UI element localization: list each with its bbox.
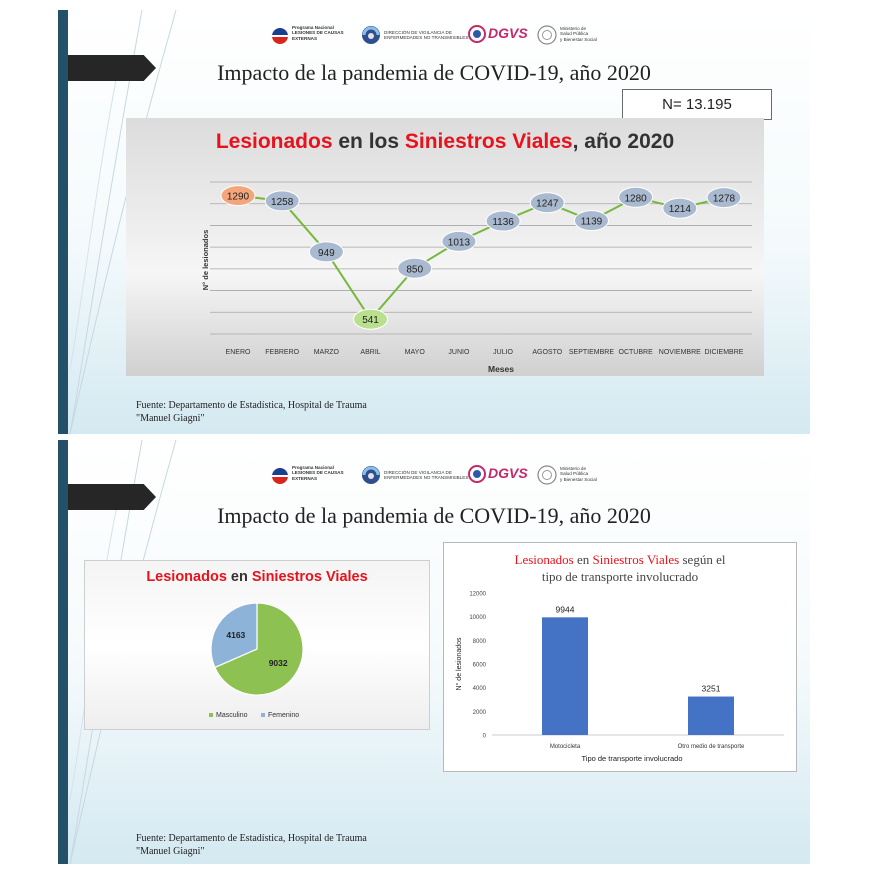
x-tick-label: ENERO <box>225 349 251 356</box>
x-tick-label: MAYO <box>404 349 425 356</box>
dvent-logo-text: DIRECCIÓN DE VIGILANCIA DE ENFERMEDADES NO TRANSMISIBLES <box>384 470 469 481</box>
source-line: Fuente: Departamento de Estadística, Hospital de Trauma <box>136 400 367 411</box>
x-tick-label: Otro medio de transporte <box>677 744 745 750</box>
source-line: "Manuel Giagni" <box>136 413 205 424</box>
data-label: 1278 <box>712 193 736 205</box>
pie-chart-svg <box>85 561 429 729</box>
line-chart-panel <box>126 118 764 376</box>
y-tick-label: 10000 <box>469 615 486 622</box>
data-label: 1258 <box>271 196 294 208</box>
y-axis-label: N° de lesionados <box>201 229 210 291</box>
dgvs-logo-text: DGVS <box>488 25 528 41</box>
bar-chart-svg <box>444 543 796 771</box>
pie-data-label: 9032 <box>268 657 288 668</box>
pie-data-label: 4163 <box>226 630 246 641</box>
slide-title: Impacto de la pandemia de COVID-19, año 2020 <box>217 503 651 528</box>
bar-data-label: 3251 <box>701 683 721 694</box>
pie-chart-panel <box>84 560 430 730</box>
line-chart-title-part: Siniestros Viales <box>404 130 573 153</box>
ministerio-logo-text: Ministerio de Salud Pública y Bienestar Social <box>560 26 597 42</box>
slide-title: Impacto de la pandemia de COVID-19, año 2020 <box>217 60 651 85</box>
pie-chart-title-part: Siniestros Viales <box>251 569 368 585</box>
pnlce-logo <box>270 22 356 50</box>
data-label: 1280 <box>624 193 647 205</box>
ministerio-logo-text: Ministerio de Salud Pública y Bienestar Social <box>560 466 597 482</box>
x-tick-label: AGOSTO <box>532 349 563 356</box>
line-chart-title-part: , año 2020 <box>572 130 675 153</box>
y-tick-label: 2000 <box>472 709 486 716</box>
pie-chart-title-part: en <box>226 569 252 585</box>
data-label: 1247 <box>536 198 559 210</box>
x-tick-label: FEBRERO <box>265 349 300 356</box>
dgvs-logo-text: DGVS <box>488 465 528 481</box>
legend-label: Masculino <box>216 712 248 719</box>
logo-bar <box>270 22 600 50</box>
y-axis-label: N° de lesionados <box>456 637 463 691</box>
x-tick-label: JUNIO <box>448 349 470 356</box>
data-label: 850 <box>406 264 424 276</box>
x-tick-label: OCTUBRE <box>618 349 653 356</box>
dvent-logo-text: DIRECCIÓN DE VIGILANCIA DE ENFERMEDADES NO TRANSMISIBLES <box>384 30 469 41</box>
source-note <box>136 399 367 425</box>
bar-chart-title-line2: tipo de transporte involucrado <box>541 569 699 584</box>
ministerio-logo <box>536 462 600 490</box>
pnlce-logo-text: Programa Nacional LESIONES DE CAUSAS EXTERNAS <box>292 465 344 481</box>
y-tick-label: 6000 <box>472 662 486 669</box>
dgvs-logo <box>466 462 532 490</box>
x-axis-label: Tipo de transporte involucrado <box>581 754 683 763</box>
data-label: 541 <box>362 315 379 327</box>
legend-label: Femenino <box>268 712 300 719</box>
bar-chart-title-part: Siniestros Viales <box>592 552 680 567</box>
x-tick-label: ABRIL <box>360 349 381 356</box>
x-tick-label: Motocicleta <box>549 744 581 750</box>
source-line: "Manuel Giagni" <box>136 846 205 857</box>
x-tick-label: JULIO <box>493 349 514 356</box>
data-label: 949 <box>318 247 335 259</box>
bar-data-label: 9944 <box>555 604 575 615</box>
logo-bar <box>270 462 600 490</box>
x-tick-label: NOVIEMBRE <box>658 349 701 356</box>
data-label: 1013 <box>447 237 471 249</box>
x-tick-label: MARZO <box>313 349 340 356</box>
source-note <box>136 832 367 858</box>
legend-swatch <box>209 713 213 717</box>
bar-chart-title-part: según el <box>679 552 726 567</box>
data-label: 1136 <box>492 217 514 229</box>
bar-chart-title-part: en <box>573 552 593 567</box>
pnlce-logo-text: Programa Nacional LESIONES DE CAUSAS EXTERNAS <box>292 25 344 41</box>
pie-chart-title-part: Lesionados <box>146 569 227 585</box>
data-label: 1290 <box>226 191 250 203</box>
data-label: 1214 <box>668 204 691 216</box>
y-tick-label: 8000 <box>472 638 486 645</box>
line-chart-title-part: en los <box>332 130 405 153</box>
dvent-logo <box>360 22 469 50</box>
slide-line-chart <box>58 10 810 434</box>
line-chart-title-part: Lesionados <box>215 130 333 153</box>
bar <box>542 617 588 735</box>
legend-swatch <box>261 713 265 717</box>
bar-chart-title-part: Lesionados <box>514 552 574 567</box>
total-count-box: N= 13.195 <box>622 89 772 120</box>
slide-pie-bar <box>58 440 810 864</box>
pnlce-logo <box>270 462 356 490</box>
dvent-logo <box>360 462 469 490</box>
x-tick-label: DICIEMBRE <box>704 349 744 356</box>
x-axis-label: Meses <box>488 364 514 374</box>
line-chart-svg <box>126 118 764 376</box>
y-tick-label: 4000 <box>472 686 486 693</box>
x-tick-label: SEPTIEMBRE <box>568 349 615 356</box>
ministerio-logo <box>536 22 600 50</box>
bar-chart-panel <box>443 542 797 772</box>
bar <box>688 697 734 735</box>
series-line <box>238 196 724 320</box>
y-tick-label: 0 <box>482 733 486 740</box>
y-tick-label: 12000 <box>469 591 486 598</box>
source-line: Fuente: Departamento de Estadística, Hospital de Trauma <box>136 833 367 844</box>
dgvs-logo <box>466 22 532 50</box>
data-label: 1139 <box>580 216 603 228</box>
